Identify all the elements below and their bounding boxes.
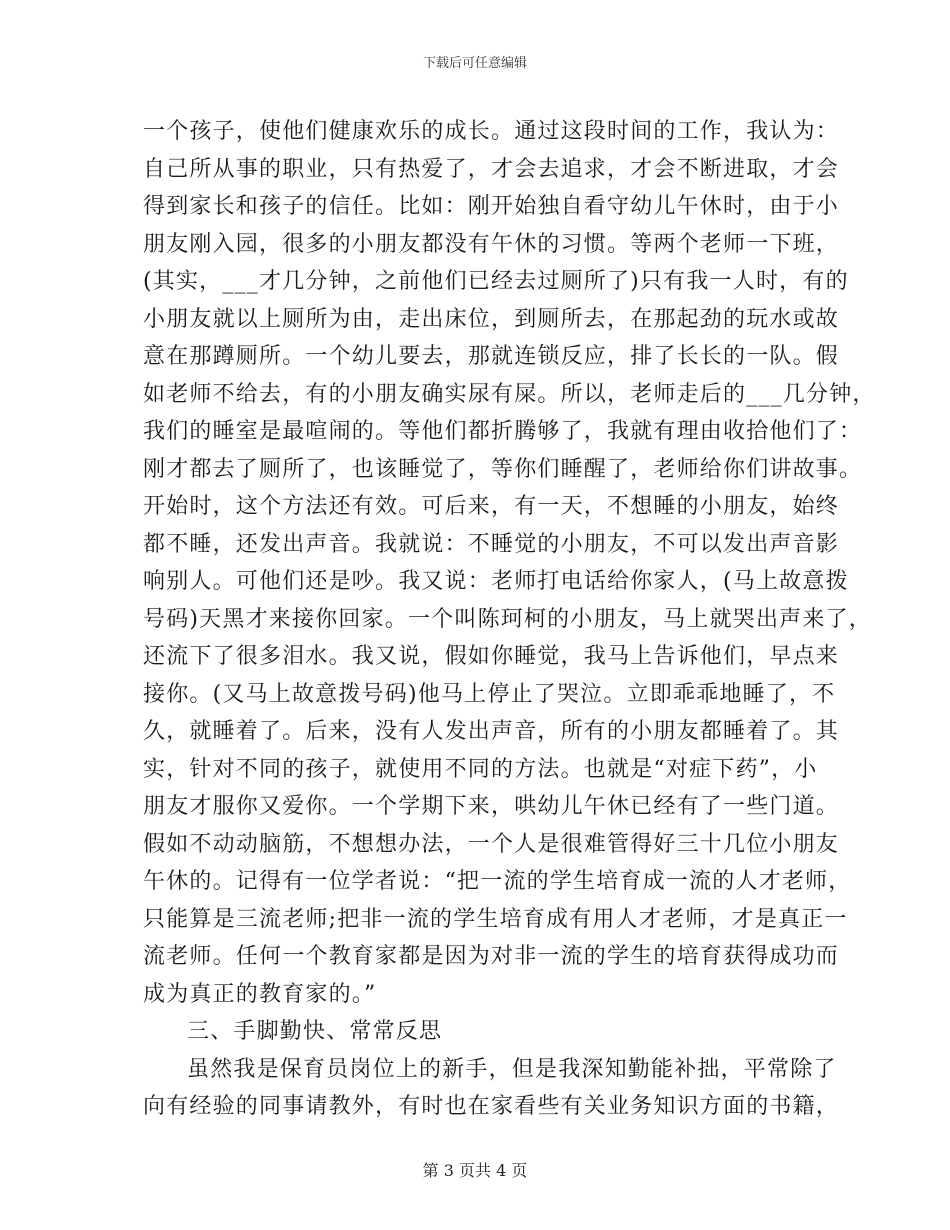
body-line: 号码)天黑才来接你回家。一个叫陈珂柯的小朋友，马上就哭出声来了， xyxy=(143,606,872,632)
body-line: 都不睡，还发出声音。我就说：不睡觉的小朋友，不可以发出声音影 xyxy=(143,531,840,557)
body-line: 接你。(又马上故意拨号码)他马上停止了哭泣。立即乖乖地睡了，不 xyxy=(143,681,836,707)
body-line: 自己所从事的职业，只有热爱了，才会去追求，才会不断进取，才会 xyxy=(143,156,840,182)
body-line: 午休的。记得有一位学者说：“把一流的学生培育成一流的人才老师， xyxy=(143,869,852,894)
body-line: 朋友刚入园，很多的小朋友都没有午休的习惯。等两个老师一下班， xyxy=(143,231,840,257)
body-line: 小朋友就以上厕所为由，走出床位，到厕所去，在那起劲的玩水或故 xyxy=(143,306,840,332)
body-line: 久，就睡着了。后来，没有人发出声音，所有的小朋友都睡着了。其 xyxy=(143,719,840,744)
page-number: 第 3 页共 4 页 xyxy=(422,1161,528,1180)
page-header: 下载后可任意编辑 xyxy=(422,56,527,71)
paragraph-start-line: 虽然我是保育员岗位上的新手，但是我深知勤能补拙，平常除了 xyxy=(187,1056,837,1082)
body-line: 假如不动动脑筋，不想想办法，一个人是很难管得好三十几位小朋友 xyxy=(143,831,840,857)
body-line: 只能算是三流老师;把非一流的学生培育成有用人才老师，才是真正一 xyxy=(143,906,848,932)
body-line: 如老师不给去，有的小朋友确实尿有屎。所以，老师走后的___几分钟， xyxy=(143,381,876,407)
body-line: 得到家长和孩子的信任。比如：刚开始独自看守幼儿午休时，由于小 xyxy=(143,194,840,219)
body-line: 还流下了很多泪水。我又说，假如你睡觉，我马上告诉他们，早点来 xyxy=(143,644,840,669)
body-line: 朋友才服你又爱你。一个学期下来，哄幼儿午休已经有了一些门道。 xyxy=(143,794,840,819)
body-line: 向有经验的同事请教外，有时也在家看些有关业务知识方面的书籍， xyxy=(143,1094,840,1119)
document-body xyxy=(143,113,876,1126)
body-line: 响别人。可他们还是吵。我又说：老师打电话给你家人，(马上故意拨 xyxy=(143,569,849,594)
body-line: 意在那蹲厕所。一个幼儿要去，那就连锁反应，排了长长的一队。假 xyxy=(143,344,840,369)
body-line: 成为真正的教育家的。” xyxy=(143,981,377,1007)
body-line: 刚才都去了厕所了，也该睡觉了，等你们睡醒了，老师给你们讲故事。 xyxy=(143,456,863,482)
body-line: 实，针对不同的孩子，就使用不同的方法。也就是“对症下药”，小 xyxy=(143,756,818,782)
body-line: 我们的睡室是最喧闹的。等他们都折腾够了，我就有理由收拾他们了： xyxy=(143,419,863,444)
section-heading: 三、手脚勤快、常常反思 xyxy=(187,1019,443,1044)
body-line: 流老师。任何一个教育家都是因为对非一流的学生的培育获得成功而 xyxy=(143,944,840,969)
body-line: 一个孩子，使他们健康欢乐的成长。通过这段时间的工作，我认为： xyxy=(143,119,840,144)
body-line: (其实，___才几分钟，之前他们已经去过厕所了)只有我一人时，有的 xyxy=(143,269,849,294)
body-line: 开始时，这个方法还有效。可后来，有一天，不想睡的小朋友，始终 xyxy=(143,494,840,519)
